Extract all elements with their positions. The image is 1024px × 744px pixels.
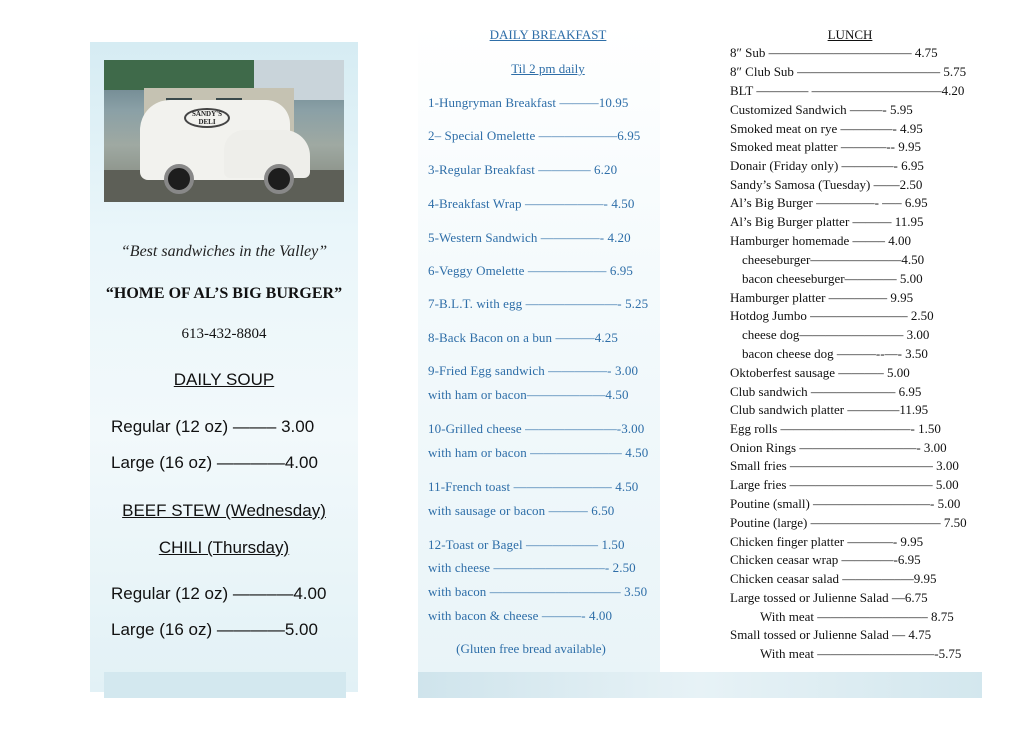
lunch-item: Poutine (large) —————————— 7.50 <box>730 515 967 530</box>
lunch-item: Smoked meat platter ———–-- 9.95 <box>730 139 921 154</box>
lunch-item: 8″ Club Sub ——————————— 5.75 <box>730 64 967 79</box>
breakfast-item: 8-Back Bacon on a bun ———4.25 <box>428 330 618 345</box>
photo-truck-wheel <box>264 164 294 194</box>
lunch-item: bacon cheeseburger———— 5.00 <box>742 271 923 286</box>
deli-truck-photo <box>104 60 344 202</box>
lunch-item: Onion Rings —————————- 3.00 <box>730 440 947 455</box>
lunch-item: cheese dog———————— 3.00 <box>742 327 930 342</box>
lunch-item: Oktoberfest sausage ———– 5.00 <box>730 365 910 380</box>
lunch-item: Donair (Friday only) ————- 6.95 <box>730 158 924 173</box>
lunch-item: Small tossed or Julienne Salad — 4.75 <box>730 627 932 642</box>
chili-item: Large (16 oz) ————5.00 <box>111 620 318 639</box>
breakfast-item: with sausage or bacon ——— 6.50 <box>428 503 615 518</box>
chili-title: CHILI (Thursday) <box>158 538 290 557</box>
lunch-item: Hamburger platter ——–—— 9.95 <box>730 290 914 305</box>
lunch-item: Hotdog Jumbo ———————– 2.50 <box>730 308 934 323</box>
left-panel-footer-band <box>104 672 346 698</box>
headline: “HOME OF AL’S BIG BURGER” <box>105 285 343 302</box>
lunch-item: Hamburger homemade ——– 4.00 <box>730 233 911 248</box>
lunch-item: Customized Sandwich ——–- 5.95 <box>730 102 913 117</box>
lunch-item: Poutine (small) —————————- 5.00 <box>730 496 961 511</box>
breakfast-item: with bacon —————————— 3.50 <box>428 584 648 599</box>
breakfast-item: 6-Veggy Omelette —————— 6.95 <box>428 263 633 278</box>
breakfast-subtitle: Til 2 pm daily <box>511 61 585 76</box>
photo-truck-wheel <box>164 164 194 194</box>
bottom-band <box>418 672 982 698</box>
lunch-item: Egg rolls ——————————- 1.50 <box>730 421 941 436</box>
breakfast-item: 9-Fried Egg sandwich ——–——- 3.00 <box>428 363 639 378</box>
lunch-item: Al’s Big Burger platter ——— 11.95 <box>730 214 924 229</box>
gluten-free-note: (Gluten free bread available) <box>456 641 606 656</box>
breakfast-item: 5-Western Sandwich ———–—- 4.20 <box>428 230 631 245</box>
tagline: “Best sandwiches in the Valley” <box>120 243 328 260</box>
breakfast-item: 11-French toast ———————– 4.50 <box>428 479 639 494</box>
lunch-item: Smoked meat on rye ————- 4.95 <box>730 121 923 136</box>
soup-item: Regular (12 oz) ——– 3.00 <box>111 417 315 436</box>
lunch-item: Club sandwich platter ————11.95 <box>730 402 929 417</box>
lunch-item: With meat ————————– 8.75 <box>760 609 954 624</box>
beef-stew-title: BEEF STEW (Wednesday) <box>122 501 326 520</box>
lunch-item: bacon cheese dog ———--—- 3.50 <box>742 346 928 361</box>
breakfast-item: with ham or bacon ——————— 4.50 <box>428 445 649 460</box>
chili-item: Regular (12 oz) ——–—4.00 <box>111 584 327 603</box>
daily-soup-title: DAILY SOUP <box>173 370 275 389</box>
lunch-item: 8″ Sub ——————————— 4.75 <box>730 45 938 60</box>
breakfast-item: 10-Grilled cheese ———————-3.00 <box>428 421 645 436</box>
breakfast-item: with cheese ————————–- 2.50 <box>428 560 636 575</box>
lunch-item: Small fries ——————————— 3.00 <box>730 458 959 473</box>
lunch-item: Club sandwich ——————– 6.95 <box>730 384 922 399</box>
lunch-item: Chicken ceasar salad ————–—9.95 <box>730 571 937 586</box>
lunch-item: With meat —————————-5.75 <box>760 646 962 661</box>
lunch-item: Large tossed or Julienne Salad —6.75 <box>730 590 928 605</box>
lunch-item: BLT ———— ——————————4.20 <box>730 83 965 98</box>
lunch-item: Al’s Big Burger ——–——- —– 6.95 <box>730 195 928 210</box>
breakfast-item: 1-Hungryman Breakfast ———10.95 <box>428 95 629 110</box>
breakfast-item: 4-Breakfast Wrap ——————- 4.50 <box>428 196 635 211</box>
lunch-item: Chicken finger platter ——–—- 9.95 <box>730 534 924 549</box>
lunch-item: Chicken ceasar wrap ————-6.95 <box>730 552 921 567</box>
breakfast-item: 2– Special Omelette ——————6.95 <box>428 128 641 143</box>
lunch-item: Sandy’s Samosa (Tuesday) ——2.50 <box>730 177 923 192</box>
breakfast-item: 7-B.L.T. with egg ———————- 5.25 <box>428 296 649 311</box>
soup-item: Large (16 oz) ————4.00 <box>111 453 318 472</box>
breakfast-panel-background <box>418 24 660 674</box>
lunch-item: Large fries ——————————— 5.00 <box>730 477 959 492</box>
photo-truck-sign: SANDY'S DELI <box>184 108 230 128</box>
breakfast-title: DAILY BREAKFAST <box>489 27 607 42</box>
phone-number: 613-432-8804 <box>181 326 267 342</box>
breakfast-item: with bacon & cheese ———- 4.00 <box>428 608 613 623</box>
breakfast-item: 12-Toast or Bagel ——–——— 1.50 <box>428 537 625 552</box>
breakfast-item: 3-Regular Breakfast ———— 6.20 <box>428 162 618 177</box>
lunch-title: LUNCH <box>827 27 873 42</box>
lunch-item: cheeseburger———————4.50 <box>742 252 925 267</box>
breakfast-item: with ham or bacon——————4.50 <box>428 387 629 402</box>
